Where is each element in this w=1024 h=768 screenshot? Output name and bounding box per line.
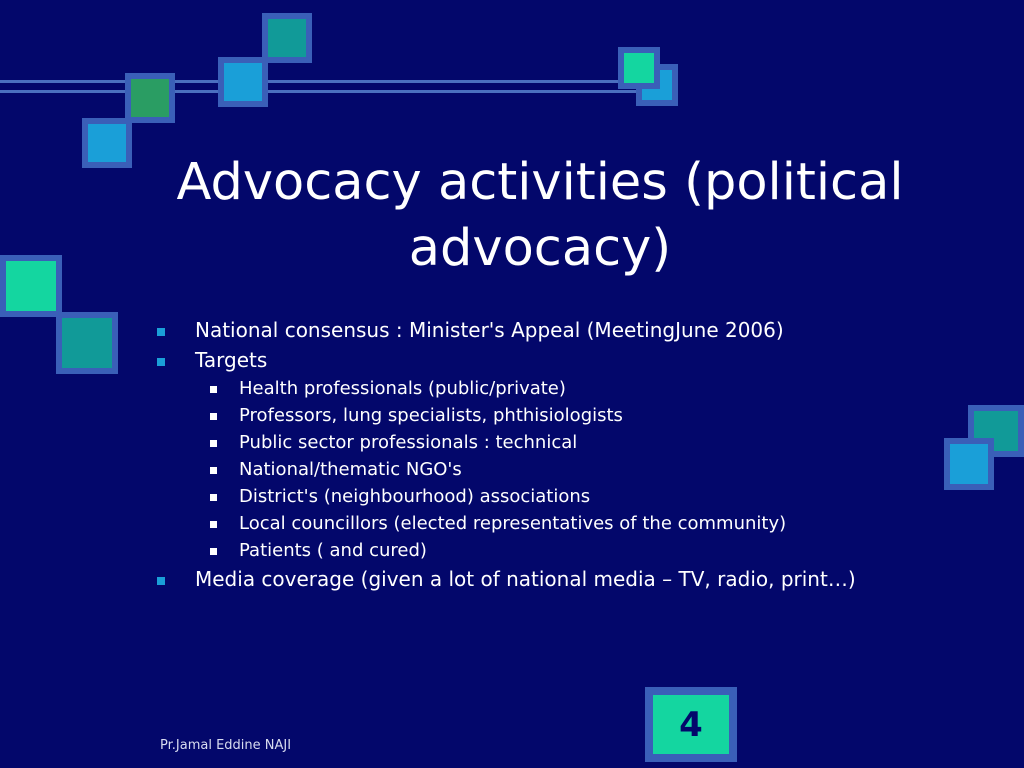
bullet-item: Media coverage (given a lot of national media – TV, radio, print…): [155, 567, 875, 592]
slide-title: Advocacy activities (political advocacy): [176, 153, 904, 278]
footer-author: Pr.Jamal Eddine NAJI: [160, 738, 292, 753]
sub-bullet-item: Local councillors (elected representatives of the community): [155, 513, 875, 535]
decorative-square: [618, 47, 660, 89]
decorative-square: [262, 13, 312, 63]
sub-bullet-item: Public sector professionals : technical: [155, 432, 875, 454]
decorative-square: [56, 312, 118, 374]
bullet-list: [155, 318, 875, 597]
decorative-line: [0, 80, 650, 83]
decorative-square: [82, 118, 132, 168]
bullet-item: Targets: [155, 348, 875, 373]
decorative-square: [125, 73, 175, 123]
sub-bullet-item: District's (neighbourhood) associations: [155, 486, 875, 508]
decorative-line: [0, 90, 650, 93]
decorative-square: [944, 438, 994, 490]
page-number: 4: [645, 687, 737, 762]
sub-bullet-item: National/thematic NGO's: [155, 459, 875, 481]
sub-bullet-item: Professors, lung specialists, phthisiologists: [155, 405, 875, 427]
sub-bullet-item: Patients ( and cured): [155, 540, 875, 562]
bullet-item: National consensus : Minister's Appeal (MeetingJune 2006): [155, 318, 875, 343]
decorative-square: [0, 255, 62, 317]
sub-bullet-item: Health professionals (public/private): [155, 378, 875, 400]
decorative-square: [218, 57, 268, 107]
